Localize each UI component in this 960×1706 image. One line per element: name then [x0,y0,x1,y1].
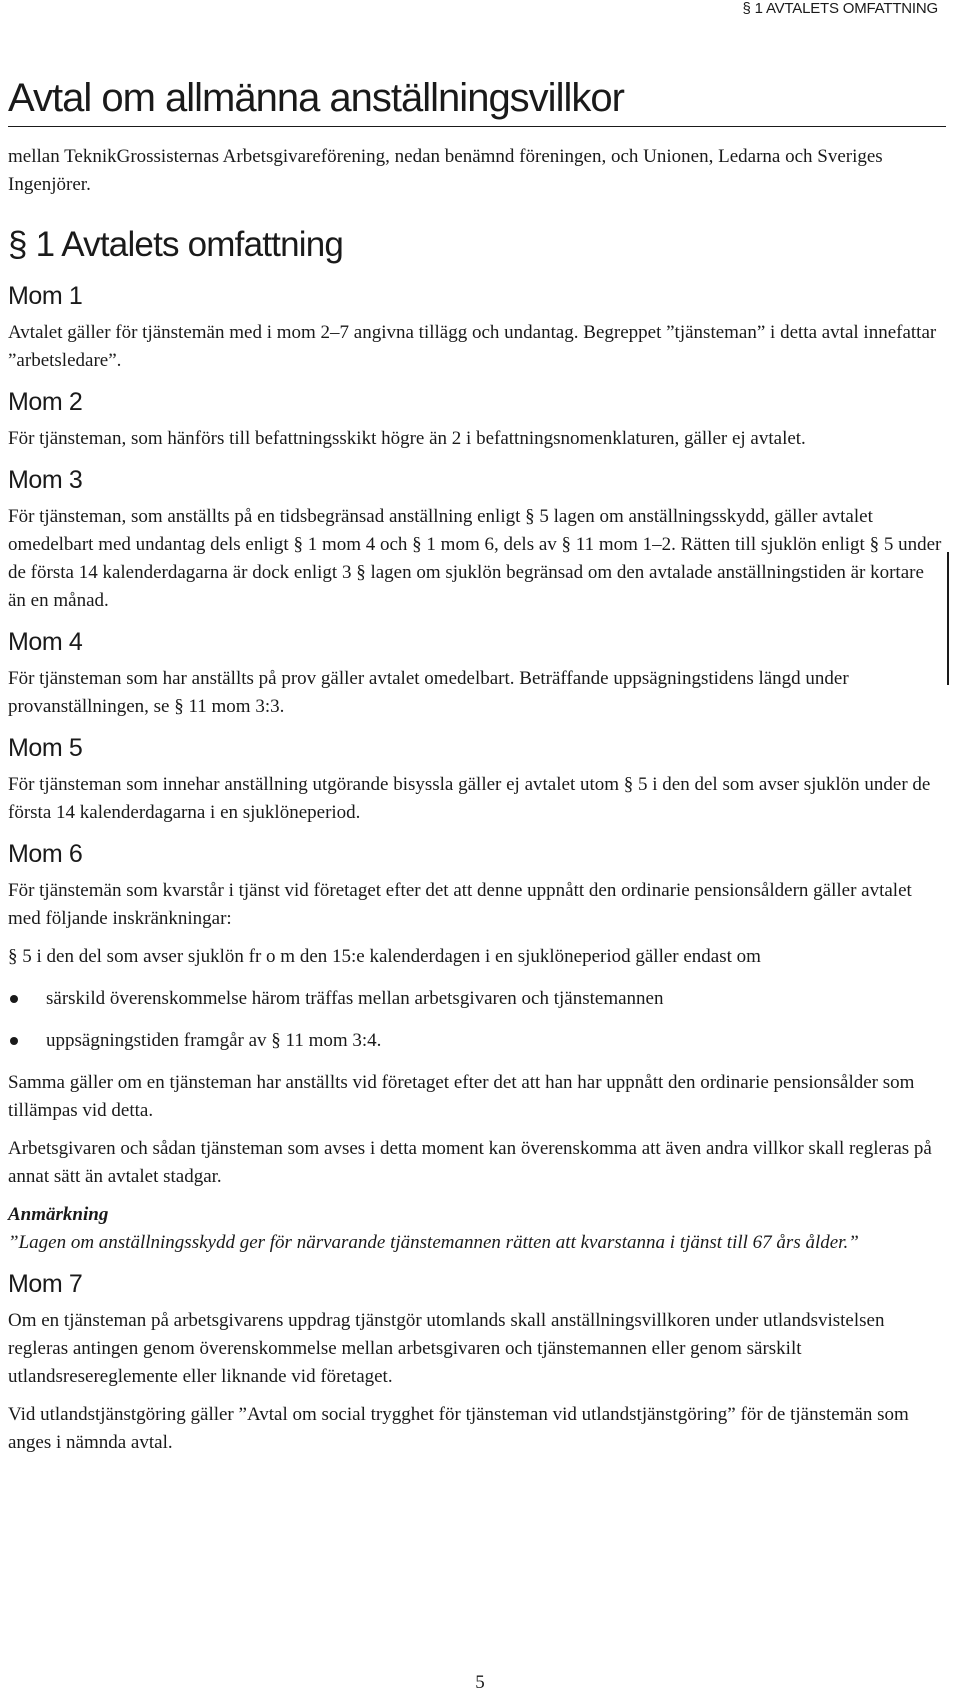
bullet-icon [10,1037,18,1045]
section-heading: § 1 Avtalets omfattning [8,225,344,264]
mom-6-text-4: Arbetsgivaren och sådan tjänsteman som avses i detta moment kan överenskomma att även andra villkor skall regleras på annat sätt än avtalet stadgar. [8,1138,932,1187]
bullet-icon [10,995,18,1003]
mom-1-heading: Mom 1 [8,282,83,310]
mom-2-text: För tjänsteman, som hänförs till befattningsskikt högre än 2 i befattningsnomenklaturen, gäller ej avtalet. [8,428,806,449]
mom-7-heading: Mom 7 [8,1270,83,1298]
list-item-text: särskild överenskommelse härom träffas mellan arbetsgivaren och tjänstemannen [46,988,664,1009]
note-heading: Anmärkning [8,1204,109,1225]
document-title: Avtal om allmänna anställningsvillkor [8,78,946,127]
mom-7-text-2: Vid utlandstjänstgöring gäller ”Avtal om social trygghet för tjänsteman vid utlandstjänstgöring” för de tjänstemän som anges i nämnda avtal. [8,1404,909,1453]
mom-7-text-1: Om en tjänsteman på arbetsgivarens uppdrag tjänstgör utomlands skall anställningsvillkoren under utlandsvistelsen regleras antingen genom överenskommelse mellan arbetsgivaren och tjänstemannen eller genom särskilt utlandsresereglemente eller liknande vid företaget. [8,1310,885,1387]
mom-6-text-2: § 5 i den del som avser sjuklön fr o m den 15:e kalenderdagen i en sjuklöneperiod gäller endast om [8,946,761,967]
intro-paragraph: mellan TeknikGrossisternas Arbetsgivareförening, nedan benämnd föreningen, och Unionen, Ledarna och Sveriges Ingenjörer. [8,146,883,195]
mom-4-text: För tjänsteman som har anställts på prov gäller avtalet omedelbart. Beträffande uppsägningstidens längd under provanställningen, se § 11 mom 3:3. [8,668,849,717]
document-page [8,78,946,1457]
mom-1-text: Avtalet gäller för tjänstemän med i mom 2–7 angivna tillägg och undantag. Begreppet ”tjänsteman” i detta avtal innefattar ”arbetsledare”. [8,322,937,371]
mom-5-text: För tjänsteman som innehar anställning utgörande bisyssla gäller ej avtalet utom § 5 i den del som avser sjuklön under de första 14 kalenderdagarna i en sjuklöneperiod. [8,774,931,823]
running-header: § 1 AVTALETS OMFATTNING [742,0,938,17]
list-item [8,1027,946,1055]
mom-4-heading: Mom 4 [8,628,83,656]
mom-6-text-1: För tjänstemän som kvarstår i tjänst vid företaget efter det att denne uppnått den ordinarie pensionsåldern gäller avtalet med följande inskränkningar: [8,880,912,929]
mom-2-heading: Mom 2 [8,388,83,416]
note-text: ”Lagen om anställningsskydd ger för närvarande tjänstemannen rätten att kvarstanna i tjänst till 67 års ålder.” [8,1232,859,1253]
list-item-text: uppsägningstiden framgår av § 11 mom 3:4. [46,1030,382,1051]
page-number: 5 [475,1672,485,1693]
mom-6-text-3: Samma gäller om en tjänsteman har anställts vid företaget efter det att han har uppnått den ordinarie pensionsålder som tillämpas vid detta. [8,1072,915,1121]
mom-6-heading: Mom 6 [8,840,83,868]
mom-5-heading: Mom 5 [8,734,83,762]
mom-3-text: För tjänsteman, som anställts på en tidsbegränsad anställning enligt § 5 lagen om anställningsskydd, gäller avtalet omedelbart med undantag dels enligt § 1 mom 4 och § 1 mom 6, dels av § 11 mom 1–2. Rätten till sjuklön enligt § 5 under de första 14 kalenderdagarna är dock enligt 3 § lagen om sjuklön begränsad om den avtalade anställningstiden är kortare än en månad. [8,506,942,611]
list-item [8,985,946,1013]
revision-change-bar [947,552,949,685]
mom-3-heading: Mom 3 [8,466,83,494]
mom-6-bullet-list [8,985,946,1055]
